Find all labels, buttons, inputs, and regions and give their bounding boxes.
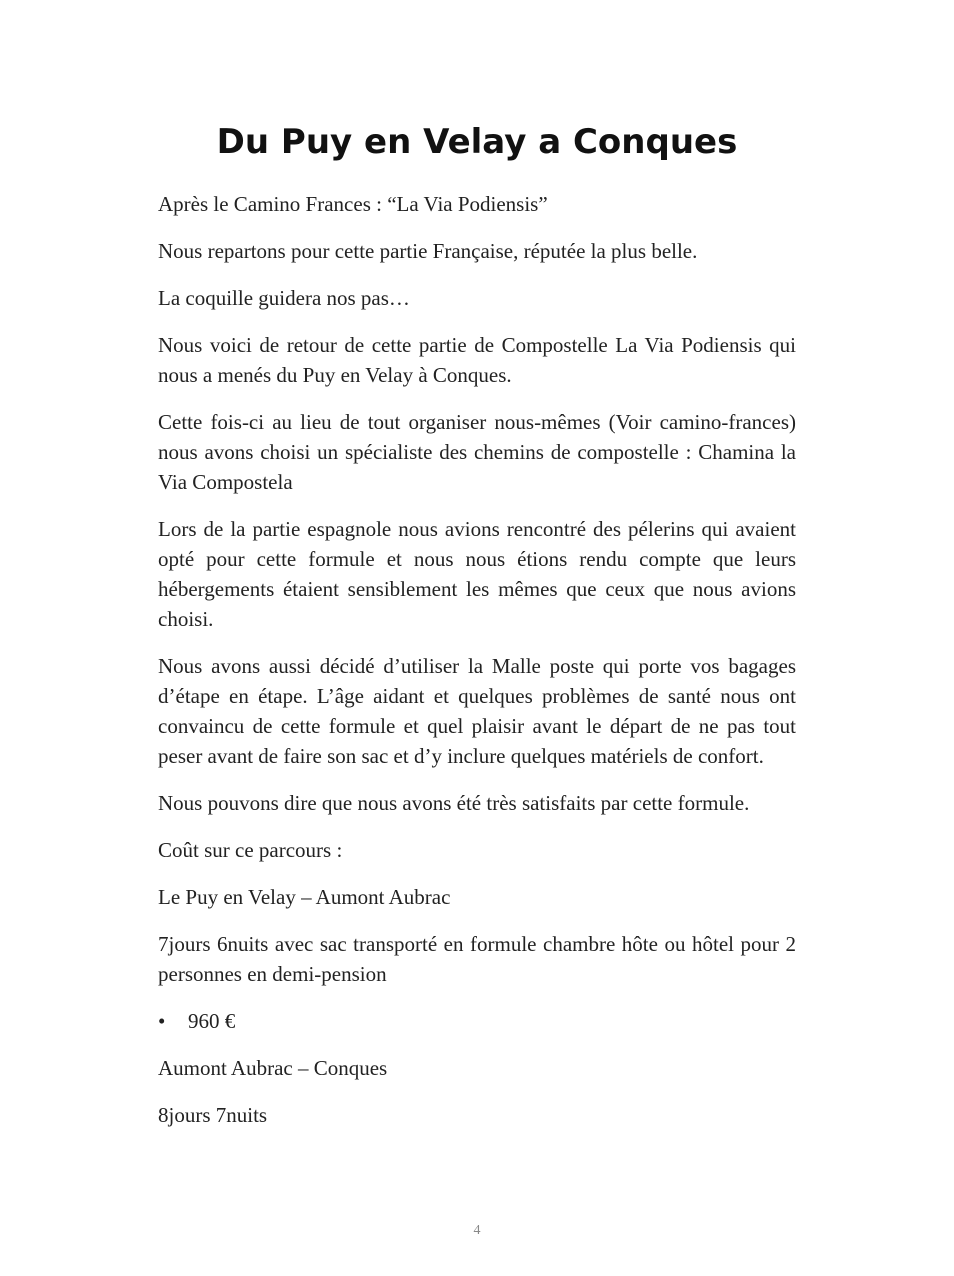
price-value: 960 € (188, 1009, 236, 1033)
page-title: Du Puy en Velay a Conques (216, 122, 738, 162)
paragraph-french-part: Nous repartons pour cette partie Française, réputée la plus belle. (158, 239, 698, 263)
paragraph-cost-heading: Coût sur ce parcours : (158, 838, 343, 862)
bullet-icon: • (158, 1009, 166, 1033)
paragraph-malle-poste: Nous avons aussi décidé d’utiliser la Malle poste qui porte vos bagages d’étape en étape. L’âge aidant et quelques problèmes de santé nous ont convaincu de cette formule et quel plaisir avant le départ de ne pas tout peser avant de faire son sac et d’y inclure quelques matériels de confort. (158, 654, 796, 768)
paragraph-route-2-details: 8jours 7nuits (158, 1103, 268, 1127)
paragraph-route-1: Le Puy en Velay – Aumont Aubrac (158, 885, 451, 909)
list-item (158, 1006, 796, 1036)
paragraph-specialist: Cette fois-ci au lieu de tout organiser nous-mêmes (Voir camino-frances) nous avons choisi un spécialiste des chemins de compostelle : Chamina la Via Compostela (158, 410, 796, 494)
paragraph-intro: Après le Camino Frances : “La Via Podiensis” (158, 192, 548, 216)
document-body (158, 189, 796, 1147)
page-number: 4 (473, 1223, 481, 1238)
paragraph-shell: La coquille guidera nos pas… (158, 286, 410, 310)
paragraph-route-1-details: 7jours 6nuits avec sac transporté en formule chambre hôte ou hôtel pour 2 personnes en demi-pension (158, 932, 796, 986)
paragraph-satisfied: Nous pouvons dire que nous avons été très satisfaits par cette formule. (158, 791, 750, 815)
paragraph-spanish-part: Lors de la partie espagnole nous avions rencontré des pélerins qui avaient opté pour cette formule et nous nous étions rendu compte que leurs hébergements étaient sensiblement les mêmes que ceux que nous avions choisi. (158, 517, 796, 631)
paragraph-route-2: Aumont Aubrac – Conques (158, 1056, 388, 1080)
paragraph-return: Nous voici de retour de cette partie de Compostelle La Via Podiensis qui nous a menés du Puy en Velay à Conques. (158, 333, 796, 387)
